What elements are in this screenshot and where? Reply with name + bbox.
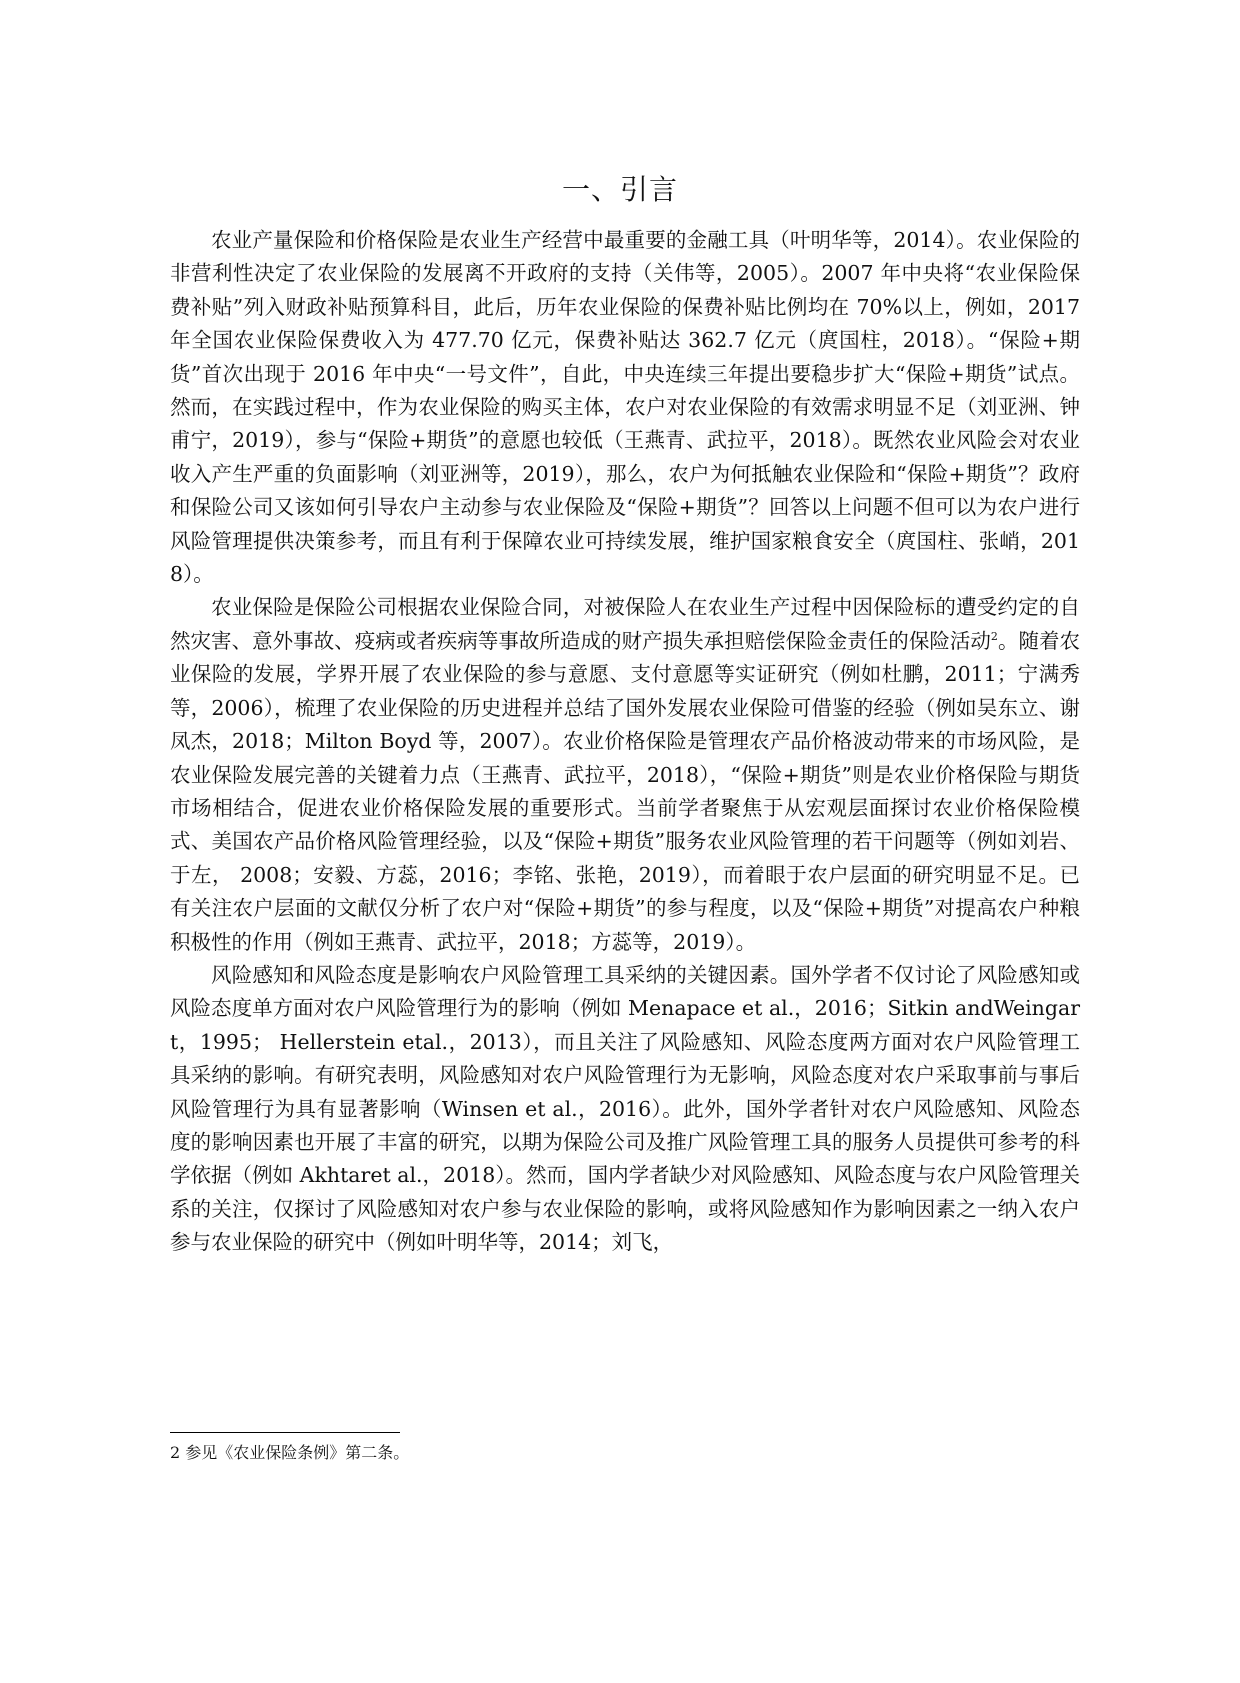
body-text xyxy=(170,224,1080,1260)
footnote-divider xyxy=(170,1432,400,1433)
paragraph-1: 农业产量保险和价格保险是农业生产经营中最重要的金融工具（叶明华等，2014）。农业保险的非营利性决定了农业保险的发展离不开政府的支持（关伟等，2005）。2007 年中央将“农业保险保费补贴”列入财政补贴预算科目，此后，历年农业保险的保费补贴比例均在 70%以上，例如，2017 年全国农业保险保费收入为 477.70 亿元，保费补贴达 362.7 亿元（庹国柱，2018）。“保险+期货”首次出现于 2016 年中央“一号文件”，自此，中央连续三年提出要稳步扩大“保险+期货”试点。然而，在实践过程中，作为农业保险的购买主体，农户对农业保险的有效需求明显不足（刘亚洲、钟甫宁，2019），参与“保险+期货”的意愿也较低（王燕青、武拉平，2018）。既然农业风险会对农业收入产生严重的负面影响（刘亚洲等，2019），那么，农户为何抵触农业保险和“保险+期货”？政府和保险公司又该如何引导农户主动参与农业保险及“保险+期货”？回答以上问题不但可以为农户进行风险管理提供决策参考，而且有利于保障农业可持续发展，维护国家粮食安全（庹国柱、张峭，2018）。 xyxy=(170,228,1080,587)
paragraph-3: 风险感知和风险态度是影响农户风险管理工具采纳的关键因素。国外学者不仅讨论了风险感知或风险态度单方面对农户风险管理行为的影响（例如 Menapace et al.，2016；Sitkin andWeingart，1995； Hellerstein etal.，2013），而且关注了风险感知、风险态度两方面对农户风险管理工具采纳的影响。有研究表明，风险感知对农户风险管理行为无影响，风险态度对农户采取事前与事后风险管理行为具有显著影响（Winsen et al.，2016）。此外，国外学者针对农户风险感知、风险态度的影响因素也开展了丰富的研究，以期为保险公司及推广风险管理工具的服务人员提供可参考的科学依据（例如 Akhtaret al.，2018）。然而，国内学者缺少对风险感知、风险态度与农户风险管理关系的关注，仅探讨了风险感知对农户参与农业保险的影响，或将风险感知作为影响因素之一纳入农户参与农业保险的研究中（例如叶明华等，2014；刘飞， xyxy=(170,962,1080,1255)
footnote-marker[interactable]: 2 xyxy=(990,630,998,644)
paragraph-2 xyxy=(170,591,1080,958)
footnote: 2 参见《农业保险条例》第二条。 xyxy=(170,1443,410,1462)
section-title: 一、引言 xyxy=(561,173,678,206)
paragraph-2-part-1: 农业保险是保险公司根据农业保险合同，对被保险人在农业生产过程中因保险标的遭受约定的自然灾害、意外事故、疫病或者疾病等事故所造成的财产损失承担赔偿保险金责任的保险活动 xyxy=(170,595,1080,653)
paragraph-2-part-2: 。随着农业保险的发展，学界开展了农业保险的参与意愿、支付意愿等实证研究（例如杜鹏，2011；宁满秀等，2006），梳理了农业保险的历史进程并总结了国外发展农业保险可借鉴的经验（例如吴东立、谢凤杰，2018；Milton Boyd 等，2007）。农业价格保险是管理农产品价格波动带来的市场风险，是农业保险发展完善的关键着力点（王燕青、武拉平，2018），“保险+期货”则是农业价格保险与期货市场相结合，促进农业价格保险发展的重要形式。当前学者聚焦于从宏观层面探讨农业价格保险模式、美国农产品价格风险管理经验，以及“保险+期货”服务农业风险管理的若干问题等（例如刘岩、于左， 2008；安毅、方蕊，2016；李铭、张艳，2019），而着眼于农户层面的研究明显不足。已有关注农户层面的文献仅分析了农户对“保险+期货”的参与程度，以及“保险+期货”对提高农户种粮积极性的作用（例如王燕青、武拉平，2018；方蕊等，2019）。 xyxy=(170,628,1081,954)
